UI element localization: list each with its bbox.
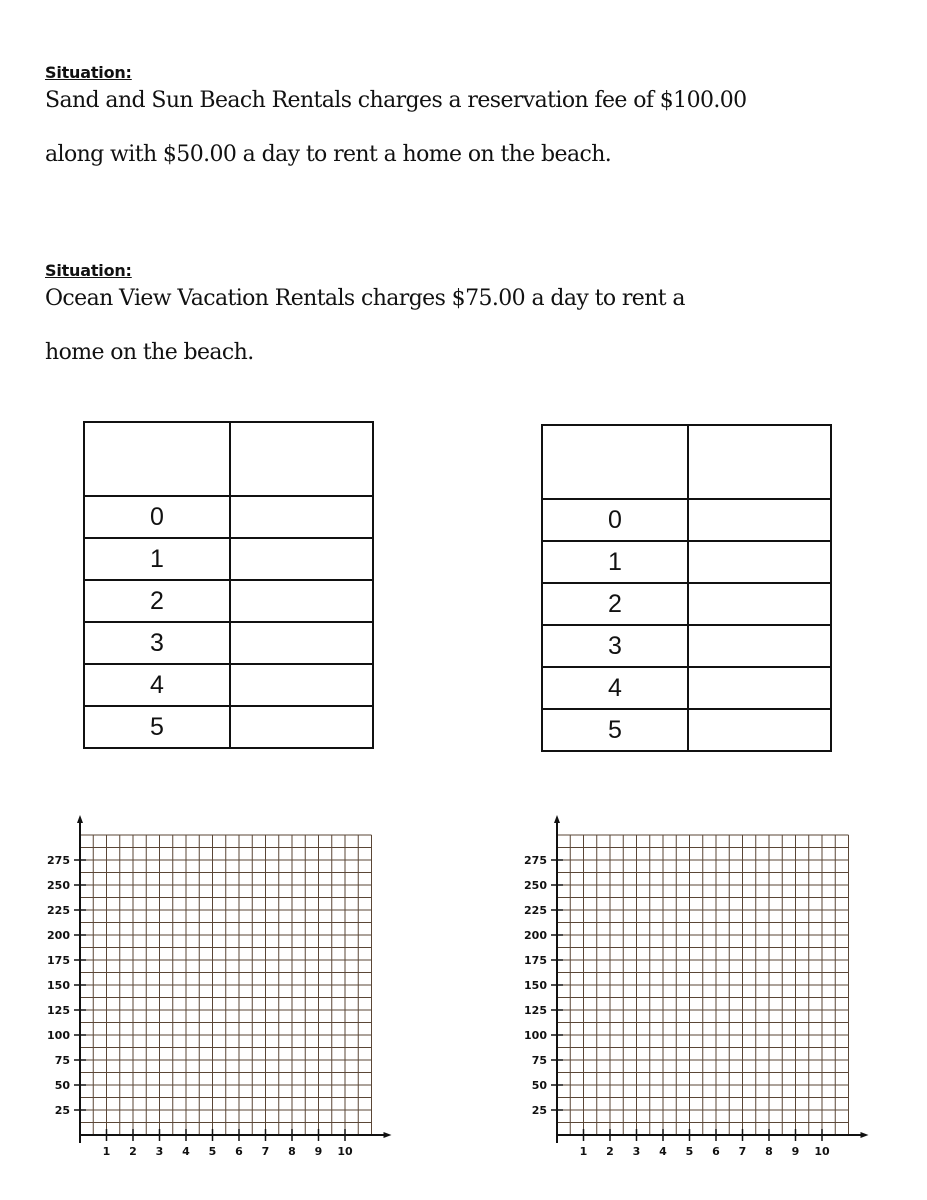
x-tick-label: 4 [182,1145,190,1158]
table-row [542,499,831,541]
y-tick-label: 175 [524,954,547,967]
situation-2-heading: Situation: [45,261,132,280]
coordinate-grid-1[interactable] [30,815,400,1165]
y-tick-label: 25 [531,1104,547,1117]
y-tick-label: 50 [531,1079,547,1092]
table-header-cell[interactable] [542,425,688,499]
y-tick-label: 250 [524,879,547,892]
table-cell-day: 5 [84,706,230,748]
situation-1-line-1: Sand and Sun Beach Rentals charges a reservation fee of $100.00 [45,88,747,113]
situation-2-line-1: Ocean View Vacation Rentals charges $75.00 a day to rent a [45,286,685,311]
table-cell-answer[interactable] [688,667,831,709]
x-tick-label: 1 [102,1145,111,1158]
table-header-row [84,422,373,496]
table-cell-day: 1 [84,538,230,580]
table-cell-day: 2 [84,580,230,622]
x-tick-label: 4 [659,1145,667,1158]
y-tick-label: 75 [531,1054,547,1067]
y-tick-label: 175 [47,954,70,967]
input-output-table-1 [83,421,374,749]
x-tick-label: 10 [337,1145,353,1158]
x-tick-label: 3 [632,1145,641,1158]
table-cell-answer[interactable] [230,622,373,664]
table-cell-answer[interactable] [230,538,373,580]
table-row [542,583,831,625]
table-cell-answer[interactable] [688,499,831,541]
table-header-cell[interactable] [688,425,831,499]
y-tick-label: 200 [524,929,547,942]
table-row [542,667,831,709]
x-tick-label: 5 [685,1145,694,1158]
table-row [542,625,831,667]
y-tick-label: 250 [47,879,70,892]
x-tick-label: 9 [314,1145,323,1158]
x-tick-label: 2 [129,1145,137,1158]
table-cell-answer[interactable] [230,496,373,538]
coordinate-grid-2[interactable] [507,815,877,1165]
table-header-cell[interactable] [84,422,230,496]
y-tick-label: 200 [47,929,70,942]
table-header-cell[interactable] [230,422,373,496]
table-row [84,580,373,622]
y-tick-label: 225 [47,904,70,917]
y-tick-label: 125 [47,1004,70,1017]
y-tick-label: 100 [524,1029,547,1042]
x-tick-label: 8 [288,1145,296,1158]
x-tick-label: 8 [765,1145,773,1158]
x-tick-label: 5 [208,1145,217,1158]
table-row [84,706,373,748]
y-axis-arrow [554,815,560,823]
table-cell-day: 4 [84,664,230,706]
table-cell-day: 5 [542,709,688,751]
table-cell-day: 3 [542,625,688,667]
table-cell-answer[interactable] [688,541,831,583]
x-tick-label: 6 [712,1145,720,1158]
table-cell-day: 0 [542,499,688,541]
y-tick-label: 125 [524,1004,547,1017]
table-header-row [542,425,831,499]
x-tick-label: 6 [235,1145,243,1158]
table-cell-answer[interactable] [230,664,373,706]
table-row [84,496,373,538]
x-tick-label: 7 [738,1145,747,1158]
y-tick-label: 75 [54,1054,70,1067]
y-tick-label: 150 [524,979,547,992]
table-cell-day: 3 [84,622,230,664]
table-row [84,538,373,580]
table-cell-day: 2 [542,583,688,625]
x-axis-arrow [384,1132,392,1138]
table-row [84,622,373,664]
situation-2-line-2: home on the beach. [45,340,254,365]
table-row [84,664,373,706]
x-axis-arrow [861,1132,869,1138]
input-output-table-2 [541,424,832,752]
y-tick-label: 275 [47,854,70,867]
x-tick-label: 10 [814,1145,830,1158]
y-tick-label: 50 [54,1079,70,1092]
y-tick-label: 100 [47,1029,70,1042]
y-tick-label: 25 [54,1104,70,1117]
y-tick-label: 225 [524,904,547,917]
situation-1-line-2: along with $50.00 a day to rent a home on the beach. [45,142,612,167]
table-row [542,541,831,583]
table-cell-day: 0 [84,496,230,538]
table-cell-answer[interactable] [688,625,831,667]
table-cell-answer[interactable] [230,706,373,748]
x-tick-label: 3 [155,1145,164,1158]
table-cell-day: 1 [542,541,688,583]
x-tick-label: 2 [606,1145,614,1158]
situation-1-heading: Situation: [45,63,132,82]
y-axis-arrow [77,815,83,823]
table-cell-answer[interactable] [230,580,373,622]
y-tick-label: 150 [47,979,70,992]
x-tick-label: 9 [791,1145,800,1158]
table-cell-answer[interactable] [688,709,831,751]
table-cell-answer[interactable] [688,583,831,625]
y-tick-label: 275 [524,854,547,867]
table-row [542,709,831,751]
x-tick-label: 7 [261,1145,270,1158]
x-tick-label: 1 [579,1145,588,1158]
table-cell-day: 4 [542,667,688,709]
